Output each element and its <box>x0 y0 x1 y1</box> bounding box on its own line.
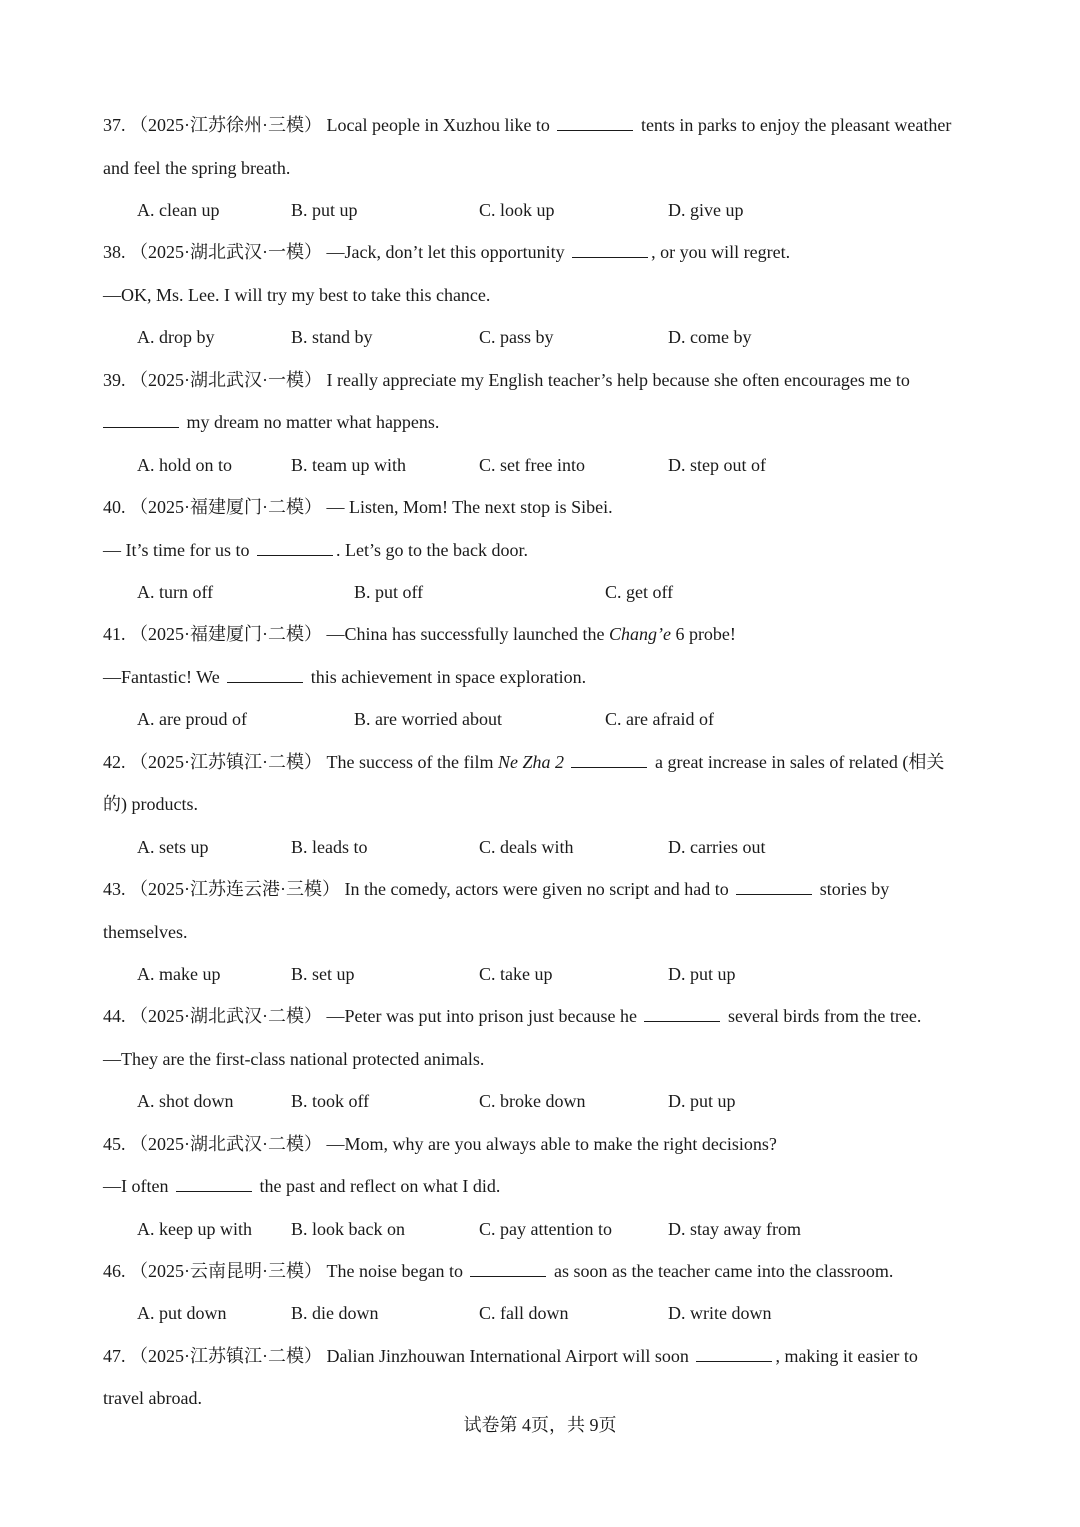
question-41-stem-line2: —Fantastic! We this achievement in space exploration. <box>103 667 587 687</box>
option-d: D. put up <box>668 1091 736 1111</box>
question-39-options <box>0 453 1080 477</box>
question-38-stem: 38. （2025·湖北武汉·一模） —Jack, don’t let this opportunity , or you will regret. <box>103 242 791 262</box>
option-d: D. come by <box>668 327 752 347</box>
answer-blank <box>696 1345 772 1362</box>
option-b: B. stand by <box>291 327 373 347</box>
question-46-options <box>0 1301 1080 1325</box>
question-42-stem-line2: 的) products. <box>103 794 198 814</box>
option-c: C. set free into <box>479 455 585 475</box>
question-45-stem-line2: —I often the past and reflect on what I did. <box>103 1176 501 1196</box>
option-d: D. give up <box>668 200 744 220</box>
option-d: D. carries out <box>668 837 766 857</box>
question-42-stem: 42. （2025·江苏镇江·二模） The success of the film Ne Zha 2 a great increase in sales of related (相关 <box>103 752 945 772</box>
question-44-options <box>0 1089 1080 1113</box>
question-37-stem-line2: and feel the spring breath. <box>103 158 291 178</box>
option-a: A. clean up <box>137 200 220 220</box>
option-c: C. fall down <box>479 1303 569 1323</box>
question-37-stem: 37. （2025·江苏徐州·三模） Local people in Xuzhou like to tents in parks to enjoy the pleasant weather <box>103 115 952 135</box>
question-41-stem: 41. （2025·福建厦门·二模） —China has successfully launched the Chang’e 6 probe! <box>103 624 736 644</box>
answer-blank <box>572 241 648 258</box>
option-c: C. get off <box>605 582 674 602</box>
option-a: A. are proud of <box>137 709 247 729</box>
question-38-stem-line2: —OK, Ms. Lee. I will try my best to take this chance. <box>103 285 491 305</box>
question-39-stem: 39. （2025·湖北武汉·一模） I really appreciate my English teacher’s help because she often encourages me to <box>103 370 910 390</box>
question-43-stem: 43. （2025·江苏连云港·三模） In the comedy, actors were given no script and had to stories by <box>103 879 890 899</box>
question-42-options <box>0 835 1080 859</box>
option-a: A. hold on to <box>137 455 233 475</box>
option-c: C. broke down <box>479 1091 586 1111</box>
question-47-stem-line2: travel abroad. <box>103 1388 202 1408</box>
question-43-stem-line2: themselves. <box>103 922 188 942</box>
answer-blank <box>736 878 812 895</box>
option-c: C. are afraid of <box>605 709 714 729</box>
option-c: C. look up <box>479 200 555 220</box>
option-d: D. put up <box>668 964 736 984</box>
option-c: C. pass by <box>479 327 554 347</box>
answer-blank <box>470 1260 546 1277</box>
question-44-stem-line2: —They are the first-class national protected animals. <box>103 1049 485 1069</box>
question-40-options <box>0 580 1080 604</box>
question-40-stem: 40. （2025·福建厦门·二模） — Listen, Mom! The next stop is Sibei. <box>103 497 613 517</box>
answer-blank <box>257 539 333 556</box>
question-43-options <box>0 962 1080 986</box>
answer-blank <box>176 1175 252 1192</box>
option-c: C. pay attention to <box>479 1219 612 1239</box>
answer-blank <box>557 114 633 131</box>
answer-blank <box>227 666 303 683</box>
option-a: A. put down <box>137 1303 227 1323</box>
question-38-options <box>0 325 1080 349</box>
option-c: C. deals with <box>479 837 574 857</box>
question-47-stem: 47. （2025·江苏镇江·二模） Dalian Jinzhouwan International Airport will soon , making it easier to <box>103 1346 918 1366</box>
question-45-stem: 45. （2025·湖北武汉·二模） —Mom, why are you always able to make the right decisions? <box>103 1134 777 1154</box>
option-b: B. leads to <box>291 837 368 857</box>
option-d: D. stay away from <box>668 1219 801 1239</box>
question-46-stem: 46. （2025·云南昆明·三模） The noise began to as soon as the teacher came into the classroom. <box>103 1261 894 1281</box>
option-b: B. put off <box>354 582 424 602</box>
question-37-options <box>0 198 1080 222</box>
answer-blank <box>644 1005 720 1022</box>
option-b: B. set up <box>291 964 355 984</box>
option-a: A. sets up <box>137 837 209 857</box>
option-a: A. turn off <box>137 582 214 602</box>
answer-blank <box>103 411 179 428</box>
option-b: B. die down <box>291 1303 379 1323</box>
option-a: A. drop by <box>137 327 215 347</box>
question-45-options <box>0 1217 1080 1241</box>
option-d: D. step out of <box>668 455 766 475</box>
option-d: D. write down <box>668 1303 772 1323</box>
option-b: B. team up with <box>291 455 406 475</box>
option-b: B. took off <box>291 1091 370 1111</box>
option-b: B. are worried about <box>354 709 502 729</box>
option-b: B. look back on <box>291 1219 405 1239</box>
option-c: C. take up <box>479 964 553 984</box>
question-39-stem-line2: my dream no matter what happens. <box>103 410 1003 434</box>
option-a: A. make up <box>137 964 221 984</box>
question-41-options <box>0 707 1080 731</box>
question-40-stem-line2: — It’s time for us to . Let’s go to the back door. <box>103 540 528 560</box>
option-a: A. keep up with <box>137 1219 252 1239</box>
option-a: A. shot down <box>137 1091 234 1111</box>
option-b: B. put up <box>291 200 358 220</box>
page-footer: 试卷第 4页，共 9页 <box>463 1415 617 1435</box>
question-44-stem: 44. （2025·湖北武汉·二模） —Peter was put into prison just because he several birds from the tree. <box>103 1006 922 1026</box>
answer-blank <box>571 751 647 768</box>
